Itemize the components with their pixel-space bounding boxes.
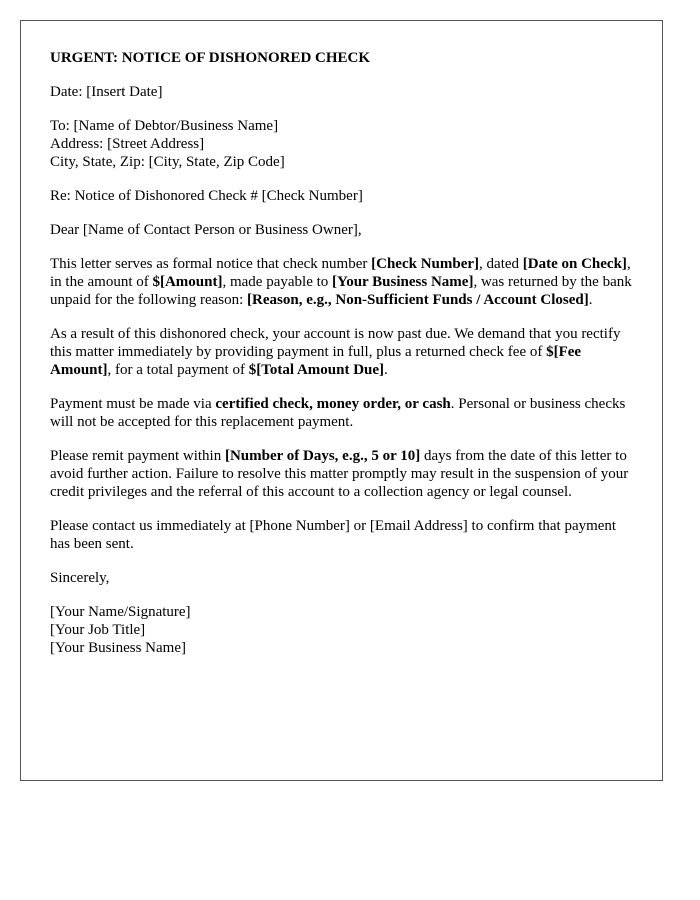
bold-placeholder: $[Total Amount Due] <box>248 362 385 378</box>
letter-title: URGENT: NOTICE OF DISHONORED CHECK <box>50 50 371 66</box>
subject-line: Re: Notice of Dishonored Check # [Check Number] <box>50 188 363 204</box>
paragraph-text: days from the date of this letter to avoid further action. Failure to resolve this matter promptly may result in the suspension of your credit privileges and the referral of this account to a collection agency or legal counsel. <box>50 448 629 500</box>
paragraph-text: . <box>384 362 388 378</box>
paragraph-text: , made payable to <box>222 274 333 290</box>
bold-placeholder: certified check, money order, or cash <box>215 396 451 412</box>
body-paragraph <box>50 447 633 501</box>
salutation: Dear [Name of Contact Person or Business Owner], <box>50 222 362 238</box>
letter-body <box>50 255 633 553</box>
recipient-city: City, State, Zip: [City, State, Zip Code] <box>50 154 285 170</box>
signature-job-title: [Your Job Title] <box>50 622 146 638</box>
paragraph-text: , in the amount of <box>50 256 631 290</box>
signature-business: [Your Business Name] <box>50 640 186 656</box>
paragraph-text: Please contact us immediately at [Phone Number] or [Email Address] to confirm that payment has been sent. <box>50 518 617 552</box>
letter <box>20 20 663 781</box>
body-paragraph <box>50 395 633 431</box>
bold-placeholder: $[Fee Amount] <box>50 344 582 378</box>
body-paragraph <box>50 517 633 553</box>
paragraph-text: , dated <box>479 256 523 272</box>
recipient-street: Address: [Street Address] <box>50 136 205 152</box>
body-paragraph <box>50 255 633 309</box>
paragraph-text: Please remit payment within <box>50 448 225 464</box>
paragraph-text: . Personal or business checks will not be accepted for this replacement payment. <box>50 396 626 430</box>
closing: Sincerely, <box>50 570 110 586</box>
recipient-name: To: [Name of Debtor/Business Name] <box>50 118 279 134</box>
signature-block <box>50 603 633 657</box>
paragraph-text: . <box>588 292 593 308</box>
bold-placeholder: [Your Business Name] <box>332 274 474 290</box>
bold-placeholder: [Date on Check] <box>522 256 627 272</box>
paragraph-text: , for a total payment of <box>107 362 249 378</box>
letter-date: Date: [Insert Date] <box>50 84 163 100</box>
bold-placeholder: [Check Number] <box>371 256 480 272</box>
bold-placeholder: [Reason, e.g., Non-Sufficient Funds / Account Closed] <box>247 292 589 308</box>
bold-placeholder: $[Amount] <box>152 274 223 290</box>
paragraph-text: , was returned by the bank unpaid for the following reason: <box>50 274 632 308</box>
signature-name: [Your Name/Signature] <box>50 604 191 620</box>
recipient-address <box>50 117 633 171</box>
paragraph-text: As a result of this dishonored check, your account is now past due. We demand that you rectify this matter immediately by providing payment in full, plus a returned check fee of <box>50 326 621 360</box>
bold-placeholder: [Number of Days, e.g., 5 or 10] <box>224 448 421 464</box>
paragraph-text: This letter serves as formal notice that check number <box>50 256 372 272</box>
paragraph-text: Payment must be made via <box>50 396 216 412</box>
body-paragraph <box>50 325 633 379</box>
